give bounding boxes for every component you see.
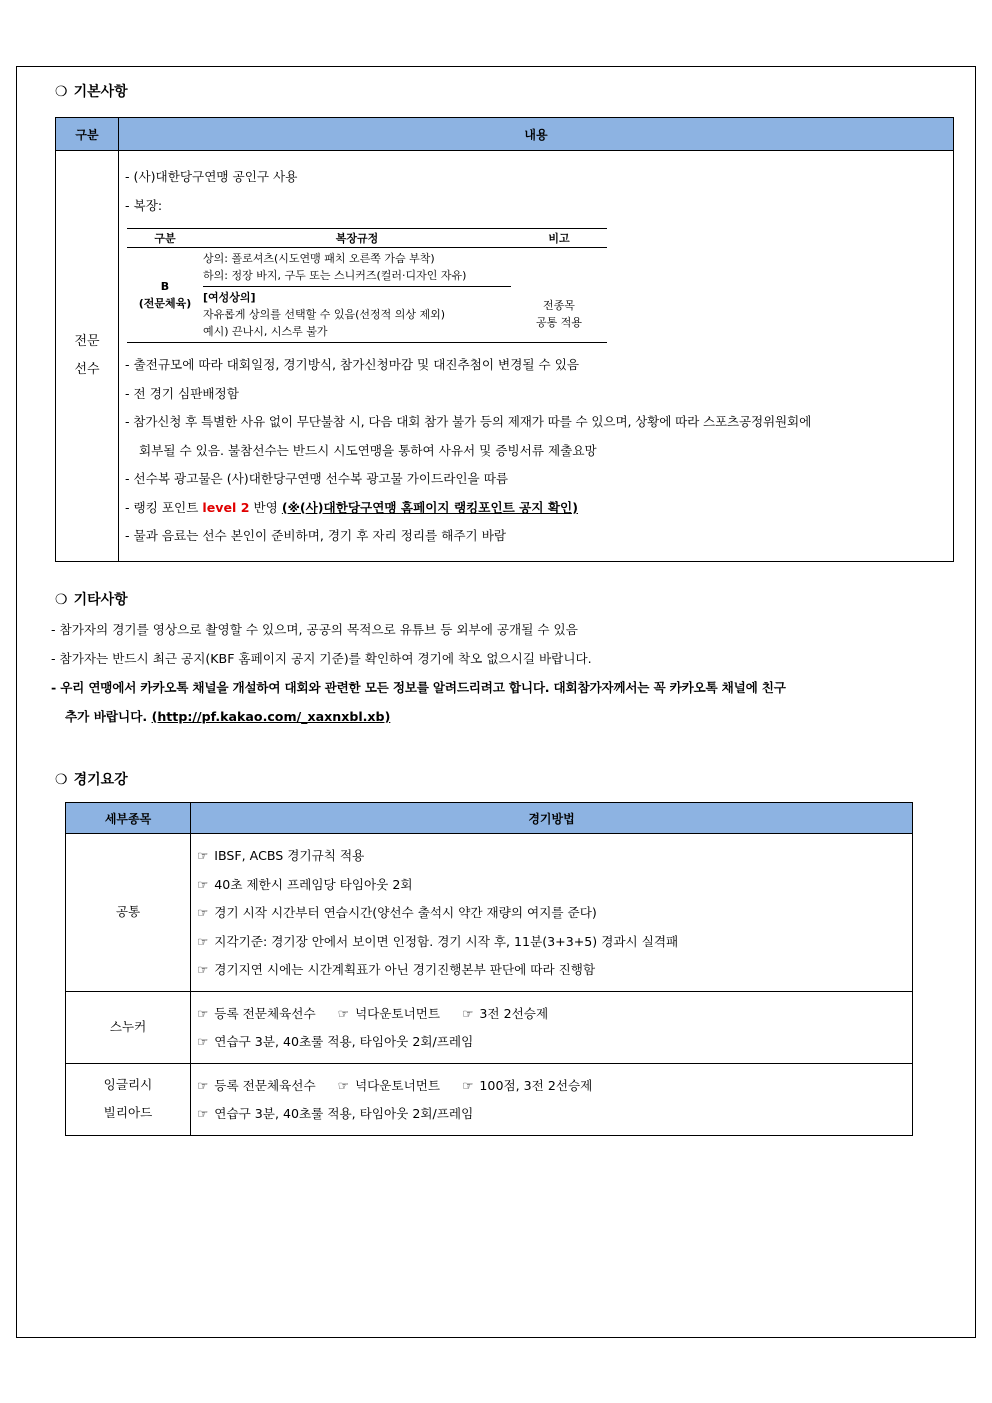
hand-pointing-right-icon: ☞ [197, 1106, 209, 1121]
basic-info-table [55, 117, 954, 562]
dress-category-line: (전문체육) [138, 297, 192, 310]
rule-text: 등록 전문체육선수 [214, 1077, 316, 1093]
hand-pointing-right-icon: ☞ [197, 876, 209, 892]
circle-icon: ❍ [55, 84, 68, 100]
ranking-level: level 2 [202, 499, 250, 515]
item-ad: - 선수복 광고물은 (사)대한당구연맹 선수복 광고물 가이드라인을 따름 [125, 471, 509, 486]
section-title-rules [55, 769, 128, 789]
misc-line: - 참가자의 경기를 영상으로 촬영할 수 있으며, 공공의 목적으로 유튜브 등 외부에 공개될 수 있음 [51, 622, 578, 637]
kakao-prefix: 추가 바랍니다. [65, 709, 148, 724]
hand-pointing-right-icon: ☞ [197, 905, 209, 920]
category-line: 전문 [74, 333, 100, 349]
rule-item [197, 928, 906, 957]
dress-code-table [127, 228, 607, 343]
category-pro-player [56, 151, 119, 562]
kakao-channel-link[interactable]: (http://pf.kakao.com/_xaxnxbl.xb) [151, 709, 391, 724]
section-title-text: 기본사항 [73, 84, 128, 100]
ranking-prefix: - 랭킹 포인트 [125, 499, 199, 515]
rule-text: 등록 전문체육선수 [214, 1005, 316, 1021]
rule-text: 지각기준: 경기장 안에서 보이면 인정함. 경기 시작 후, 11분(3+3+5) 경과시 실격패 [214, 933, 679, 949]
misc-line: - 참가자는 반드시 최근 공지(KBF 홈페이지 공지 기준)를 확인하여 경기에 착오 없으시길 바랍니다. [51, 651, 592, 666]
hand-pointing-right-icon: ☞ [462, 1077, 474, 1093]
item-water: - 물과 음료는 선수 본인이 준비하며, 경기 후 자리 정리를 해주기 바람 [125, 528, 507, 543]
common-rules [191, 834, 913, 992]
rule-text: 3전 2선승제 [479, 1005, 549, 1021]
basic-content [119, 151, 954, 562]
hand-pointing-right-icon: ☞ [337, 1005, 349, 1021]
item-referee: - 전 경기 심판배정함 [125, 385, 239, 401]
rule-text: 경기 시작 시간부터 연습시간(양선수 출석시 약간 재량의 여지를 준다) [214, 905, 597, 920]
ranking-note-link[interactable]: (※(사)대한당구연맹 홈페이지 랭킹포인트 공지 확인) [281, 499, 578, 515]
misc-line-kakao-cont [51, 702, 961, 731]
rule-text: 연습구 3분, 40초룰 적용, 타임아웃 2회/프레임 [214, 1106, 474, 1121]
hand-pointing-right-icon: ☞ [197, 1005, 209, 1021]
item-noshow-cont: 회부될 수 있음. 불참선수는 반드시 시도연맹을 통하여 사유서 및 증빙서류 제출요망 [139, 442, 597, 458]
section-title-text: 경기요강 [73, 772, 128, 788]
ranking-mid: 반영 [253, 499, 278, 515]
rule-text: 넉다운토너먼트 [354, 1005, 441, 1021]
hand-pointing-right-icon: ☞ [197, 1077, 209, 1093]
rule-text: 넉다운토너먼트 [354, 1077, 441, 1093]
hand-pointing-right-icon: ☞ [197, 962, 209, 977]
dress-men-rule [203, 248, 511, 287]
category-line: 선수 [74, 361, 100, 377]
event-snooker: 스누커 [66, 991, 191, 1063]
rule-item [197, 1100, 906, 1129]
header-event: 세부종목 [66, 803, 191, 834]
dress-header-rule: 복장규정 [203, 229, 511, 248]
page-frame [16, 66, 976, 1338]
event-english-billiards [66, 1063, 191, 1135]
misc-line-kakao: - 우리 연맹에서 카카오톡 채널을 개설하여 대회와 관련한 모든 정보를 알려드리려고 합니다. 대회참가자께서는 꼭 카카오톡 채널에 친구 [51, 680, 786, 695]
rule-item [197, 1072, 906, 1101]
dress-top-rule: 상의: 폴로셔츠(시도연맹 패치 오른쪽 가슴 부착) [203, 252, 435, 265]
dress-note [511, 287, 607, 343]
rule-text: 경기지연 시에는 시간계획표가 아닌 경기진행본부 판단에 따라 진행함 [214, 962, 596, 977]
circle-icon: ❍ [55, 592, 68, 608]
header-method: 경기방법 [191, 803, 913, 834]
dress-header-category: 구분 [127, 229, 203, 248]
event-common: 공통 [66, 834, 191, 992]
rule-item [197, 1028, 906, 1057]
hand-pointing-right-icon: ☞ [462, 1005, 474, 1021]
header-category: 구분 [56, 118, 119, 151]
section-title-text: 기타사항 [73, 592, 128, 608]
rule-text: 연습구 3분, 40초룰 적용, 타임아웃 2회/프레임 [214, 1034, 474, 1049]
rule-text: 100점, 3전 2선승제 [479, 1077, 593, 1093]
event-name-line: 잉글리시 [103, 1077, 153, 1092]
rule-item [197, 956, 906, 985]
dress-header-note: 비고 [511, 229, 607, 248]
dress-bottom-rule: 하의: 정장 바지, 구두 또는 스니커즈(컬러·디자인 자유) [203, 269, 467, 282]
dress-women-line: 자유롭게 상의를 선택할 수 있음(선정적 의상 제외) [203, 308, 446, 321]
game-rules-table [65, 802, 913, 1136]
rule-item [197, 899, 906, 928]
english-billiards-rules [191, 1063, 913, 1135]
rule-item [197, 871, 906, 900]
circle-icon: ❍ [55, 772, 68, 788]
hand-pointing-right-icon: ☞ [197, 848, 209, 863]
hand-pointing-right-icon: ☞ [337, 1077, 349, 1093]
section-title-basic [55, 81, 128, 101]
dress-women-rule [203, 287, 511, 343]
dress-women-line: 예시) 끈나시, 시스루 불가 [203, 325, 328, 338]
dress-note-line: 공통 적용 [535, 316, 582, 330]
dress-note-line: 전종목 [543, 299, 575, 313]
dress-note-empty [511, 248, 607, 287]
header-content: 내용 [119, 118, 954, 151]
hand-pointing-right-icon: ☞ [197, 933, 209, 949]
item-noshow: - 참가신청 후 특별한 사유 없이 무단불참 시, 다음 대회 참가 불가 등의 제재가 따를 수 있으며, 상황에 따라 스포츠공정위원회에 [125, 414, 812, 429]
rule-text: IBSF, ACBS 경기규칙 적용 [214, 848, 365, 863]
rule-item [197, 842, 906, 871]
rule-text: 40초 제한시 프레임당 타임아웃 2회 [214, 876, 413, 892]
dress-category [127, 248, 203, 343]
misc-content [51, 615, 961, 731]
snooker-rules [191, 991, 913, 1063]
item-dress: - 복장: [125, 197, 163, 213]
item-schedule: - 출전규모에 따라 대회일정, 경기방식, 참가신청마감 및 대진추첨이 변경될 수 있음 [125, 357, 580, 372]
dress-category-line: B [160, 280, 170, 293]
section-title-misc [55, 589, 128, 609]
rule-item [197, 1000, 906, 1029]
hand-pointing-right-icon: ☞ [197, 1034, 209, 1049]
dress-women-title: [여성상의] [203, 291, 256, 304]
event-name-line: 빌리아드 [103, 1105, 153, 1120]
item-ranking [125, 494, 947, 523]
item-ball: - (사)대한당구연맹 공인구 사용 [125, 169, 298, 184]
